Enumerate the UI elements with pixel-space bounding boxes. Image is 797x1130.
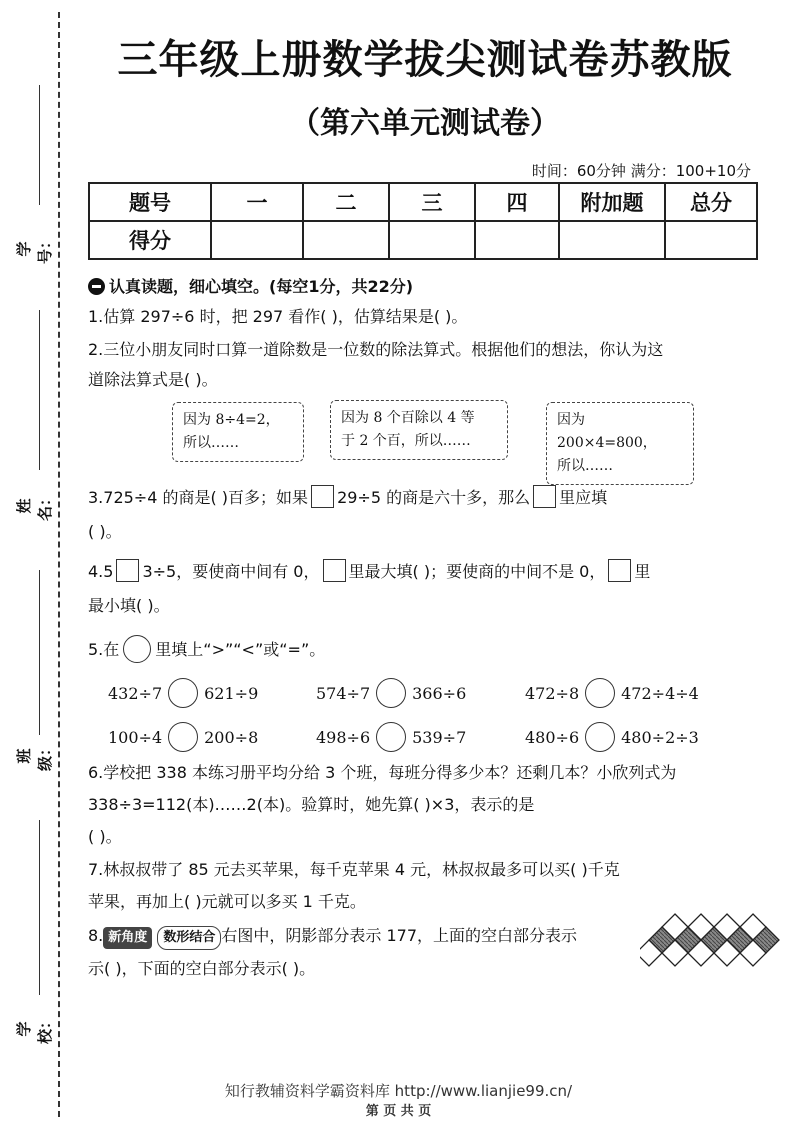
compare-pair bbox=[525, 722, 699, 752]
score-cell[interactable] bbox=[475, 221, 559, 259]
q4-text-c: 里最大填( )；要使商的中间不是 0， bbox=[348, 562, 606, 581]
compare-pair bbox=[316, 678, 466, 708]
class-line bbox=[39, 570, 40, 735]
q8-number: 8. bbox=[88, 926, 104, 945]
q4-text-d: 里 bbox=[634, 562, 651, 581]
score-table-score-row bbox=[89, 221, 757, 259]
q3-text-b: 29÷5 的商是六十多，那么 bbox=[337, 488, 531, 507]
answer-circle[interactable] bbox=[168, 678, 198, 708]
expr-right: 539÷7 bbox=[412, 728, 467, 747]
score-header-cell: 总分 bbox=[665, 183, 757, 221]
thought-text: 因为 8 个百除以 4 等 bbox=[341, 410, 475, 426]
answer-circle[interactable] bbox=[168, 722, 198, 752]
digit-box[interactable] bbox=[608, 559, 631, 582]
compare-pair bbox=[525, 678, 699, 708]
thought-text: 因为 8÷4=2， bbox=[183, 412, 280, 428]
question-7-line-1: 7.林叔叔带了 85 元去买苹果，每千克苹果 4 元，林叔叔最多可以买( )千克 bbox=[88, 860, 620, 879]
score-header-cell: 题号 bbox=[89, 183, 211, 221]
class-label: 班级： bbox=[15, 741, 54, 772]
q3-text-c: 里应填 bbox=[559, 488, 608, 507]
score-table bbox=[88, 182, 758, 260]
score-cell[interactable] bbox=[389, 221, 475, 259]
footer-source: 知行教辅资料学霸资料库 http://www.lianjie99.cn/ bbox=[224, 1082, 573, 1100]
thought-bubble-1 bbox=[172, 402, 304, 462]
footer-page-number: 第 页 共 页 bbox=[365, 1104, 432, 1119]
student-id-label: 学号： bbox=[15, 234, 54, 265]
compare-pair bbox=[108, 722, 258, 752]
expr-left: 100÷4 bbox=[108, 728, 163, 747]
section-heading bbox=[88, 274, 413, 297]
answer-circle[interactable] bbox=[585, 722, 615, 752]
q5-text-b: 里填上“>”“<”或“=”。 bbox=[155, 640, 326, 659]
digit-box[interactable] bbox=[323, 559, 346, 582]
question-4-line-1 bbox=[88, 559, 650, 582]
page-title: 三年级上册数学拔尖测试卷苏教版 bbox=[117, 37, 733, 83]
expr-left: 480÷6 bbox=[525, 728, 580, 747]
exam-meta: 时间：60分钟 满分：100+10分 bbox=[531, 162, 751, 180]
section-number-one-icon bbox=[88, 278, 105, 295]
question-1: 1.估算 297÷6 时，把 297 看作( )，估算结果是( )。 bbox=[88, 307, 468, 326]
expr-right: 366÷6 bbox=[412, 684, 467, 703]
expr-left: 574÷7 bbox=[316, 684, 371, 703]
question-2-line-1: 2.三位小朋友同时口算一道除数是一位数的除法算式。根据他们的想法，你认为这 bbox=[88, 340, 664, 359]
q4-text-a: 4.5 bbox=[88, 562, 114, 581]
question-7-line-2: 苹果，再加上( )元就可以多买 1 千克。 bbox=[88, 892, 366, 911]
question-2-line-2: 道除法算式是( )。 bbox=[88, 370, 218, 389]
name-line bbox=[39, 310, 40, 470]
q5-text-a: 5.在 bbox=[88, 640, 120, 659]
score-cell[interactable] bbox=[303, 221, 389, 259]
question-8-line-1 bbox=[88, 926, 577, 950]
digit-box[interactable] bbox=[533, 485, 556, 508]
digit-box[interactable] bbox=[311, 485, 334, 508]
score-table-header-row bbox=[89, 183, 757, 221]
expr-left: 432÷7 bbox=[108, 684, 163, 703]
question-6-line-2: 338÷3=112(本)……2(本)。验算时，她先算( )×3，表示的是 bbox=[88, 795, 535, 814]
thought-text: 所以…… bbox=[183, 435, 239, 451]
thought-text: 所以…… bbox=[557, 458, 613, 474]
score-header-cell: 四 bbox=[475, 183, 559, 221]
question-3-line-1 bbox=[88, 485, 607, 508]
section-heading-text: 认真读题，细心填空。(每空1分，共22分) bbox=[109, 277, 414, 296]
q3-text-a: 3.725÷4 的商是( )百多；如果 bbox=[88, 488, 309, 507]
expr-right: 200÷8 bbox=[204, 728, 259, 747]
name-label: 姓名： bbox=[15, 491, 54, 522]
expr-right: 472÷4÷4 bbox=[621, 684, 699, 703]
question-6-line-3: ( )。 bbox=[88, 827, 122, 846]
expr-right: 621÷9 bbox=[204, 684, 259, 703]
question-6-line-1: 6.学校把 338 本练习册平均分给 3 个班，每班分得多少本？还剩几本？小欣列式为 bbox=[88, 763, 677, 782]
thought-bubble-2 bbox=[330, 400, 508, 460]
binding-dashed-line bbox=[58, 12, 60, 1117]
expr-left: 498÷6 bbox=[316, 728, 371, 747]
q8-text: 右图中，阴影部分表示 177，上面的空白部分表示 bbox=[221, 926, 578, 945]
compare-circle-icon bbox=[123, 635, 151, 663]
diamond-figure bbox=[640, 912, 780, 974]
expr-right: 480÷2÷3 bbox=[621, 728, 699, 747]
score-row-label: 得分 bbox=[89, 221, 211, 259]
score-header-cell: 附加题 bbox=[559, 183, 665, 221]
new-angle-badge: 新角度 bbox=[103, 927, 152, 949]
page-subtitle: （第六单元测试卷） bbox=[290, 106, 560, 141]
school-line bbox=[39, 820, 40, 995]
answer-circle[interactable] bbox=[376, 678, 406, 708]
digit-box[interactable] bbox=[116, 559, 139, 582]
q4-text-b: 3÷5，要使商中间有 0， bbox=[142, 562, 320, 581]
question-3-line-2: ( )。 bbox=[88, 522, 122, 541]
answer-circle[interactable] bbox=[585, 678, 615, 708]
question-5 bbox=[88, 635, 325, 663]
number-shape-badge: 数形结合 bbox=[157, 926, 221, 950]
thought-bubble-3 bbox=[546, 402, 694, 485]
score-header-cell: 二 bbox=[303, 183, 389, 221]
score-cell[interactable] bbox=[211, 221, 303, 259]
expr-left: 472÷8 bbox=[525, 684, 580, 703]
question-8-line-2: 示( )，下面的空白部分表示( )。 bbox=[88, 959, 316, 978]
student-id-line bbox=[39, 85, 40, 205]
score-header-cell: 一 bbox=[211, 183, 303, 221]
school-label: 学校： bbox=[15, 1014, 54, 1045]
score-cell[interactable] bbox=[559, 221, 665, 259]
question-4-line-2: 最小填( )。 bbox=[88, 596, 170, 615]
compare-pair bbox=[316, 722, 466, 752]
compare-pair bbox=[108, 678, 258, 708]
answer-circle[interactable] bbox=[376, 722, 406, 752]
score-cell[interactable] bbox=[665, 221, 757, 259]
thought-text: 因为 200×4=800， bbox=[557, 412, 657, 451]
score-header-cell: 三 bbox=[389, 183, 475, 221]
thought-text: 于 2 个百，所以…… bbox=[341, 433, 471, 449]
